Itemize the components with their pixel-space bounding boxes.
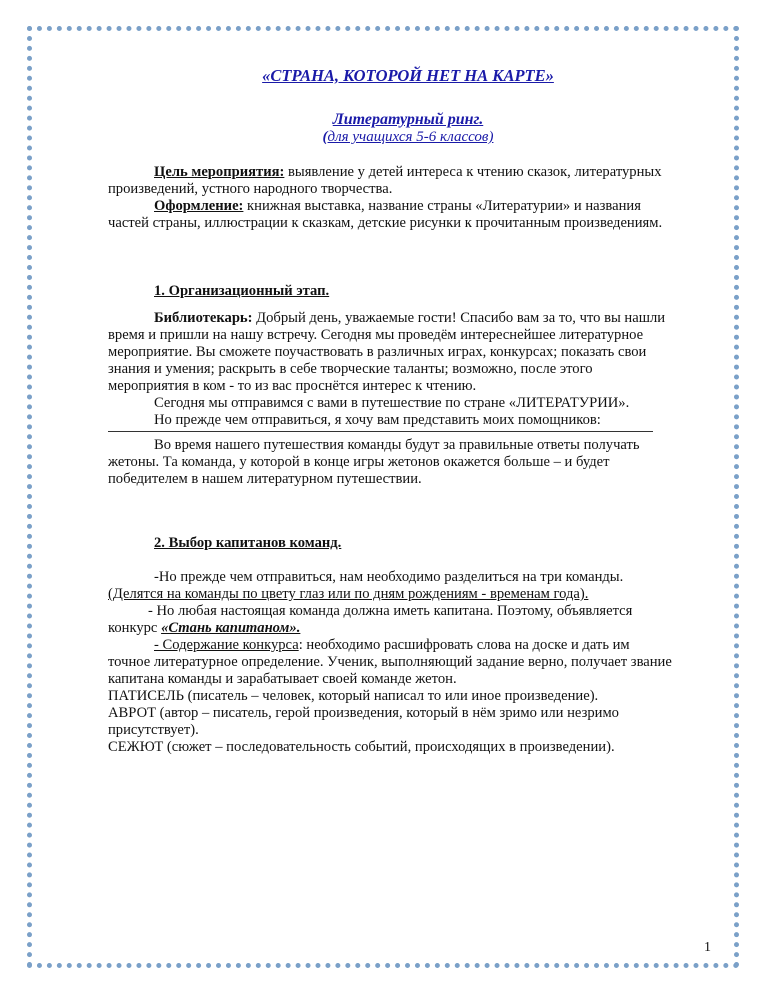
contest-content-line — [154, 637, 630, 654]
contest-name: «Стань капитаном». — [161, 620, 301, 636]
paragraph-line: мероприятие. Вы сможете поучаствовать в различных играх, конкурсах; показать свои — [108, 344, 647, 360]
document-title: «СТРАНА, КОТОРОЙ НЕТ НА КАРТЕ» — [262, 66, 554, 85]
audience-paren: ( — [322, 129, 328, 145]
contest-content-text: : необходимо расшифровать слова на доске и дать им — [298, 637, 630, 653]
paragraph-line: Во время нашего путешествия команды будут за правильные ответы получать — [154, 437, 640, 453]
librarian-line — [154, 310, 665, 327]
paragraph-line: капитана команды и зарабатывает своей команде жетон. — [108, 671, 457, 687]
paragraph-line: Но прежде чем отправиться, я хочу вам представить моих помощников: — [154, 412, 601, 428]
document-audience — [108, 129, 708, 146]
design-text-cont: частей страны, иллюстрации к сказкам, детские рисунки к прочитанным произведениям. — [108, 215, 663, 231]
goal-text-cont: произведений, устного народного творчества. — [108, 181, 393, 197]
word-item: АВРОТ (автор – писатель, герой произведения, который в нём зримо или незримо — [108, 705, 619, 721]
paragraph-line: Сегодня мы отправимся с вами в путешествие по стране «ЛИТЕРАТУРИИ». — [154, 395, 630, 411]
contest-line — [108, 620, 300, 637]
word-item: СЕЖЮТ (сюжет – последовательность событий, происходящих в произведении). — [108, 739, 615, 755]
paragraph-line: время и пришли на нашу встречу. Сегодня мы проведём интереснейшее литературное — [108, 327, 644, 343]
paragraph-line: -Но прежде чем отправиться, нам необходимо разделиться на три команды. — [154, 569, 624, 585]
design-line — [154, 198, 641, 215]
contest-content-label: - Содержание конкурса — [154, 637, 299, 653]
design-text: книжная выставка, название страны «Литературии» и названия — [243, 198, 641, 214]
word-item: ПАТИСЕЛЬ (писатель – человек, который написал то или иное произведение). — [108, 688, 599, 704]
section-heading-1: 1. Организационный этап. — [154, 283, 330, 299]
librarian-label: Библиотекарь: — [154, 310, 253, 326]
goal-line — [154, 164, 662, 181]
contest-prefix: конкурс — [108, 620, 162, 636]
document-subtitle: Литературный ринг. — [332, 111, 484, 128]
paragraph-line: мероприятия в ком - то из вас проснётся интерес к чтению. — [108, 378, 477, 394]
word-item-cont: присутствует). — [108, 722, 199, 738]
paragraph-line: победителем в нашем литературном путешествии. — [108, 471, 422, 487]
librarian-text: Добрый день, уважаемые гости! Спасибо вам за то, что вы нашли — [252, 310, 666, 326]
design-label: Оформление: — [154, 198, 244, 214]
paragraph-line: - Но любая настоящая команда должна иметь капитана. Поэтому, объявляется — [148, 603, 633, 619]
paragraph-line: знания и умения; раскрыть в себе творческие таланты; возможно, после этого — [108, 361, 593, 377]
paragraph-line: жетоны. Та команда, у которой в конце игры жетонов окажется больше – и будет — [108, 454, 610, 470]
section-heading-2: 2. Выбор капитанов команд. — [154, 535, 342, 551]
goal-label: Цель мероприятия: — [154, 164, 285, 180]
paragraph-line: (Делятся на команды по цвету глаз или по дням рождениям - временам года). — [108, 586, 589, 602]
blank-fill-line — [108, 431, 653, 432]
paragraph-line: точное литературное определение. Ученик, выполняющий задание верно, получает звание — [108, 654, 672, 670]
goal-text: выявление у детей интереса к чтению сказок, литературных — [284, 164, 662, 180]
audience-text: для учащихся 5-6 классов) — [327, 129, 494, 145]
page-number: 1 — [704, 940, 711, 955]
